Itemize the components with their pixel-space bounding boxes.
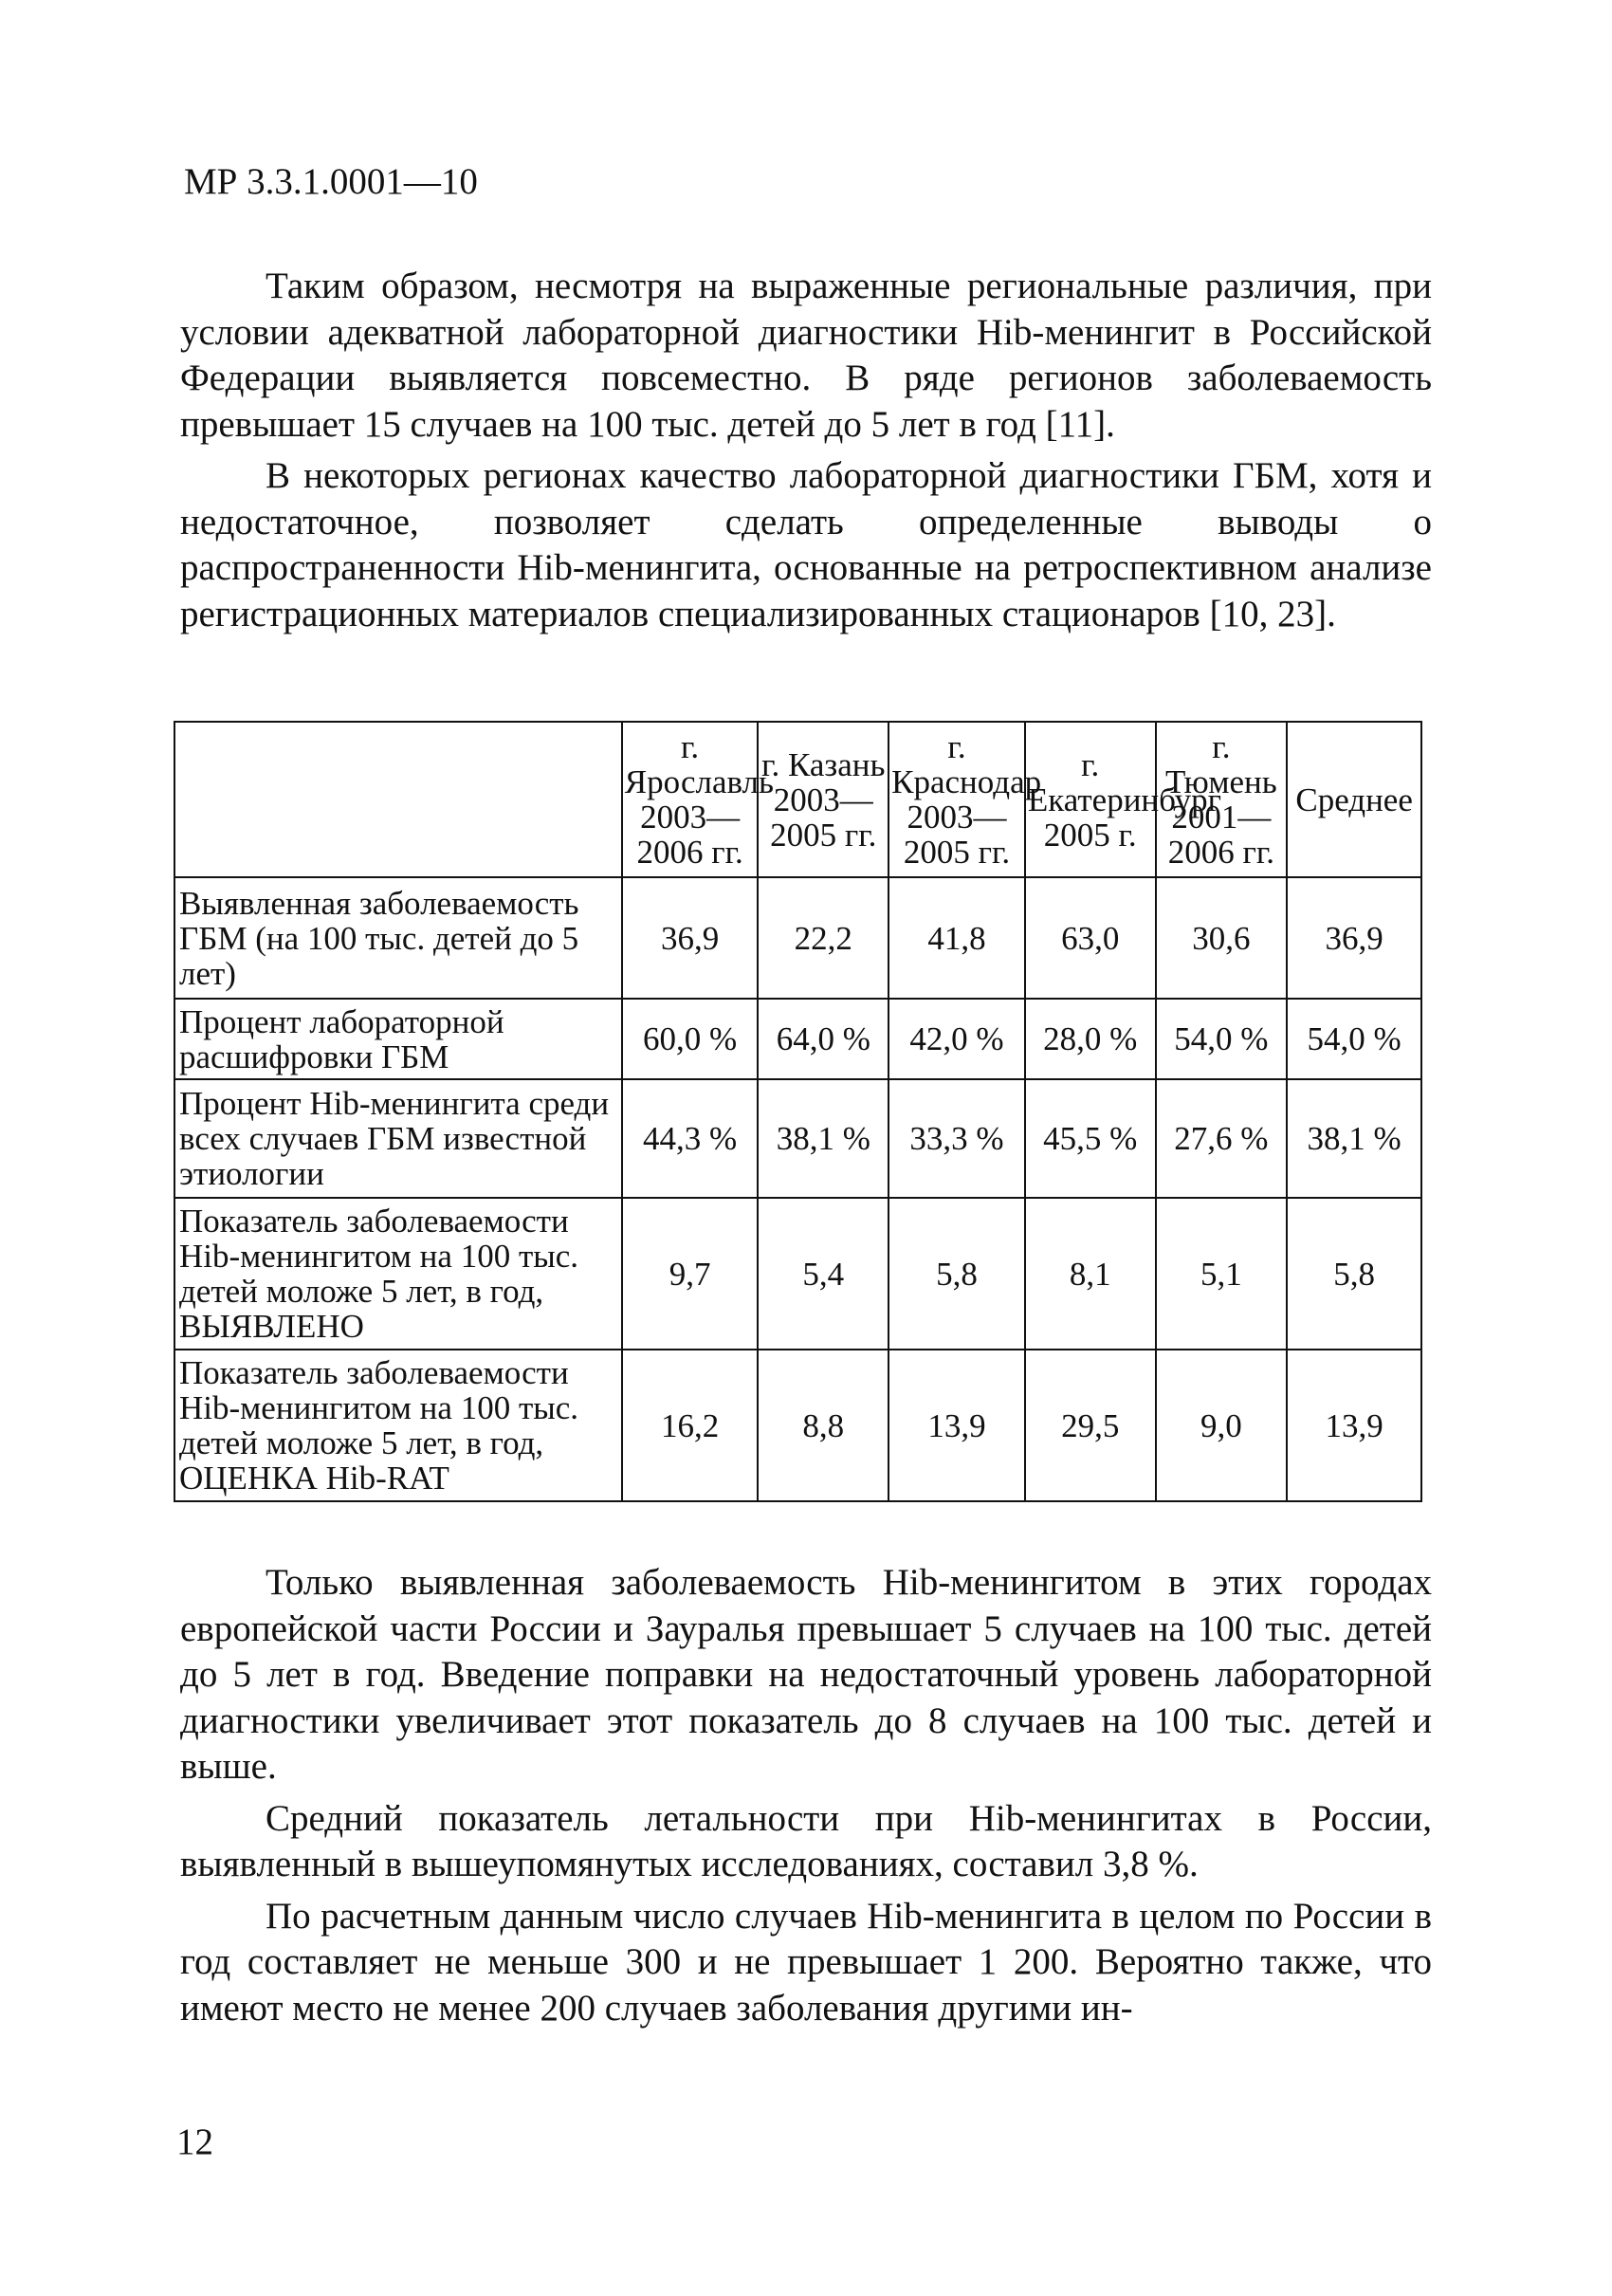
table-cell: 5,8	[888, 1198, 1025, 1350]
table-cell: 64,0 %	[758, 999, 888, 1079]
document-code-header: МР 3.3.1.0001—10	[184, 161, 478, 202]
row-label: Показатель заболеваемости Hib-менингитом на 100 тыс. детей моложе 5 лет, в год, ОЦЕНКА Hib-RAT	[174, 1350, 622, 1501]
table-header-row	[174, 722, 1421, 877]
table-cell: 42,0 %	[888, 999, 1025, 1079]
paragraph: Средний показатель летальности при Hib-менингитах в России, выявленный в вышеупомянутых исследованиях, составил 3,8 %.	[180, 1797, 1432, 1884]
table-cell: 38,1 %	[1287, 1079, 1421, 1198]
table-cell: 9,0	[1156, 1350, 1288, 1501]
table-cell: 54,0 %	[1156, 999, 1288, 1079]
table-cell: 30,6	[1156, 877, 1288, 999]
paragraph: Таким образом, несмотря на выраженные региональные различия, при условии адекватной лабораторной диагностики Hib-менингит в Российской Федерации выявляется повсеместно. В ряде регионов заболеваемость превышает 15 случаев на 100 тыс. детей до 5 лет в год [11].	[180, 266, 1432, 445]
table-cell: 63,0	[1025, 877, 1156, 999]
table-row	[174, 1350, 1421, 1501]
column-header-kazan: г. Казань 2003—2005 гг.	[758, 722, 888, 877]
table-cell: 33,3 %	[888, 1079, 1025, 1198]
table-cell: 36,9	[622, 877, 759, 999]
table-row	[174, 1198, 1421, 1350]
table-cell: 13,9	[1287, 1350, 1421, 1501]
table-cell: 45,5 %	[1025, 1079, 1156, 1198]
table-corner-cell	[174, 722, 622, 877]
table-cell: 9,7	[622, 1198, 759, 1350]
table-cell: 22,2	[758, 877, 888, 999]
table-cell: 29,5	[1025, 1350, 1156, 1501]
table-cell: 13,9	[888, 1350, 1025, 1501]
table-cell: 28,0 %	[1025, 999, 1156, 1079]
table-cell: 38,1 %	[758, 1079, 888, 1198]
incidence-table	[174, 721, 1422, 1502]
table-cell: 5,4	[758, 1198, 888, 1350]
table-row	[174, 999, 1421, 1079]
row-label: Процент Hib-менингита среди всех случаев ГБМ известной этиологии	[174, 1079, 622, 1198]
table-cell: 5,8	[1287, 1198, 1421, 1350]
table-cell: 36,9	[1287, 877, 1421, 999]
table-cell: 54,0 %	[1287, 999, 1421, 1079]
page-number: 12	[176, 2122, 213, 2162]
paragraph: В некоторых регионах качество лабораторной диагностики ГБМ, хотя и недостаточное, позволяет сделать определенные выводы о распространенности Hib-менингита, основанные на ретроспективном анализе регистрационных материалов специализированных стационаров [10, 23].	[180, 455, 1432, 634]
conclusion-text	[180, 1560, 1432, 2031]
table-row	[174, 877, 1421, 999]
column-header-tyumen: г. Тюмень 2001—2006 гг.	[1156, 722, 1288, 877]
paragraph: Только выявленная заболеваемость Hib-менингитом в этих городах европейской части России и Зауралья превышает 5 случаев на 100 тыс. детей до 5 лет в год. Введение поправки на недостаточный уровень лабораторной диагностики увеличивает этот показатель до 8 случаев на 100 тыс. детей и выше.	[180, 1562, 1432, 1787]
table-cell: 8,8	[758, 1350, 888, 1501]
column-header-krasnodar: г. Краснодар 2003—2005 гг.	[888, 722, 1025, 877]
table-cell: 8,1	[1025, 1198, 1156, 1350]
column-header-average: Среднее	[1287, 722, 1421, 877]
row-label: Выявленная заболеваемость ГБМ (на 100 тыс. детей до 5 лет)	[174, 877, 622, 999]
table-cell: 16,2	[622, 1350, 759, 1501]
table-row	[174, 1079, 1421, 1198]
table-cell: 44,3 %	[622, 1079, 759, 1198]
column-header-yaroslavl: г. Ярославль 2003—2006 гг.	[622, 722, 759, 877]
row-label: Процент лабораторной расшифровки ГБМ	[174, 999, 622, 1079]
table-cell: 27,6 %	[1156, 1079, 1288, 1198]
table-cell: 41,8	[888, 877, 1025, 999]
paragraph: По расчетным данным число случаев Hib-менингита в целом по России в год составляет не меньше 300 и не превышает 1 200. Вероятно также, что имеют место не менее 200 случаев заболевания другими ин-	[180, 1895, 1432, 2029]
column-header-ekaterinburg: г. Екатеринбург 2005 г.	[1025, 722, 1156, 877]
intro-text	[180, 264, 1432, 637]
row-label: Показатель заболеваемости Hib-менингитом на 100 тыс. детей моложе 5 лет, в год, ВЫЯВЛЕНО	[174, 1198, 622, 1350]
table-cell: 60,0 %	[622, 999, 759, 1079]
table-cell: 5,1	[1156, 1198, 1288, 1350]
